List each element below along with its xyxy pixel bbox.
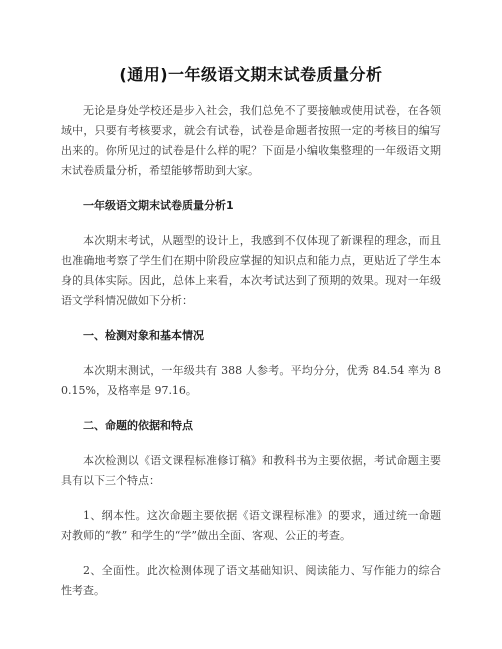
spacer (61, 311, 441, 326)
paragraph-4: 1、纲本性。这次命题主要依据《语文课程标准》的要求，通过统一命题对教师的“教” 和学生的“学”做出全面、客观、公正的考查。 (61, 509, 441, 542)
heading-1: 一、检测对象和基本情况 (83, 329, 204, 342)
paragraph-2: 本次期末测试，一年级共有 388 人参考。平均分分，优秀 84.54 率为 80.15%，及格率是 97.16。 (61, 364, 441, 397)
heading-2: 二、命题的依据和特点 (83, 419, 193, 432)
spacer (61, 181, 441, 196)
paragraph-1: 本次期末考试，从题型的设计上，我感到不仅体现了新课程的理念，而且也准确地考察了学生们在期中阶段应掌握的知识点和能力点，更贴近了学生本身的具体实际。因此，总体上来看，本次考试达到了预期的效果。现对一年级语文学科情况做如下分析： (61, 234, 441, 307)
intro-paragraph: 无论是身处学校还是步入社会，我们总免不了要接触或使用试卷，在各领域中，只要有考核要求，就会有试卷，试卷是命题者按照一定的考核目的编写出来的。你所见过的试卷是什么样的呢？下面是小编收集整理的一年级语文期末试卷质量分析，希望能够帮助到大家。 (61, 104, 441, 177)
spacer (61, 86, 441, 101)
document-page (61, 64, 441, 601)
spacer (61, 491, 441, 506)
spacer (61, 546, 441, 561)
spacer (61, 436, 441, 451)
section-title: 一年级语文期末试卷质量分析1 (83, 199, 234, 212)
spacer (61, 346, 441, 361)
spacer (61, 401, 441, 416)
spacer (61, 216, 441, 231)
paragraph-5: 2、全面性。此次检测体现了语文基础知识、阅读能力、写作能力的综合性考查。 (61, 564, 441, 597)
document-title: (通用)一年级语文期末试卷质量分析 (119, 65, 383, 84)
paragraph-3: 本次检测以《语文课程标准修订稿》和教科书为主要依据，考试命题主要具有以下三个特点： (61, 454, 441, 487)
